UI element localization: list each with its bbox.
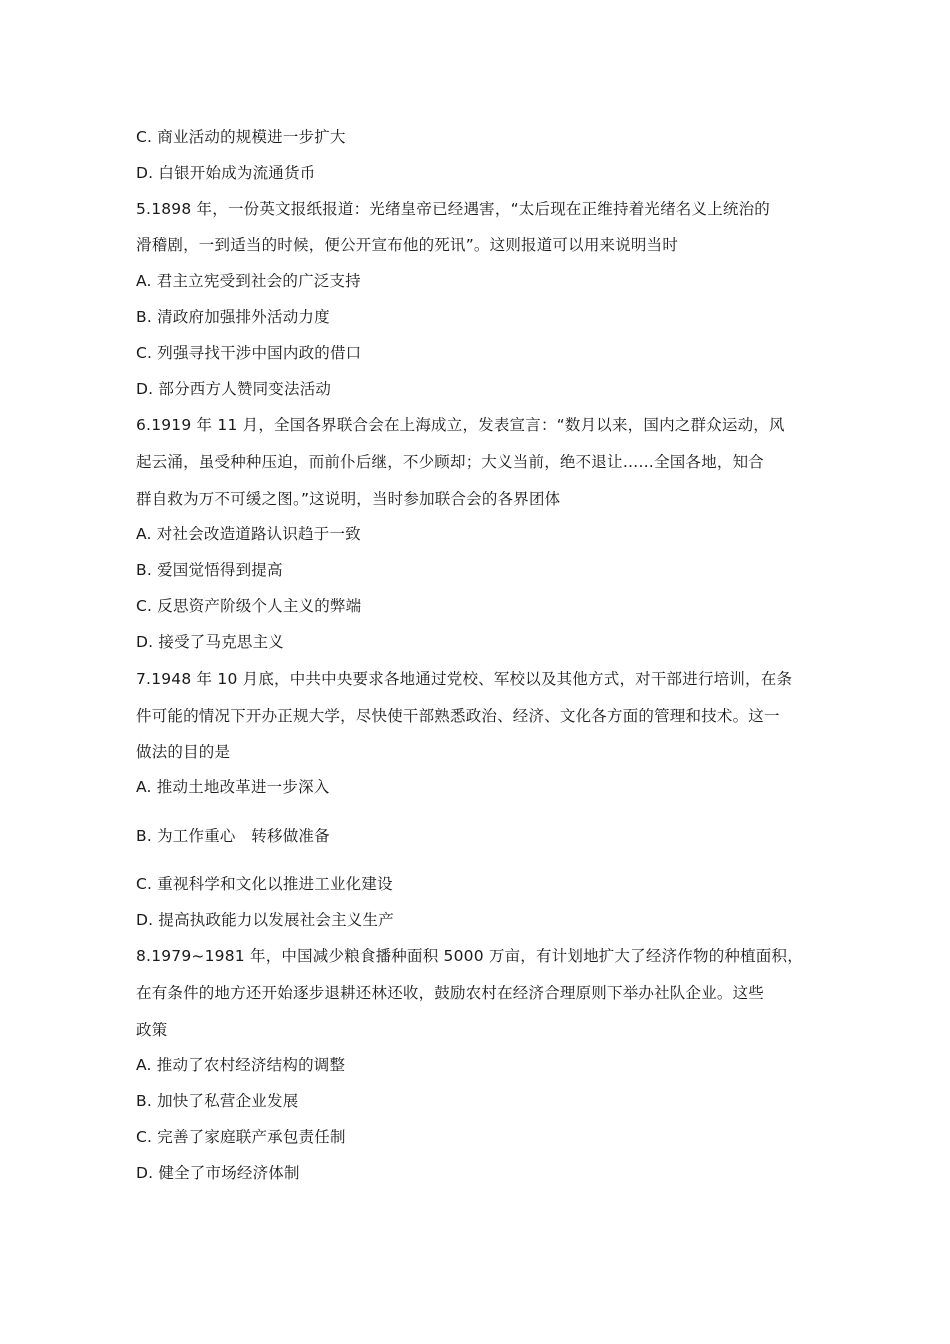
q8-stem-line-1: 8.1979~1981 年，中国减少粮食播种面积 5000 万亩，有计划地扩大了经济作物的种植面积， (136, 947, 803, 965)
q8-option-c: C. 完善了家庭联产承包责任制 (136, 1128, 346, 1146)
q7-stem-line-2: 件可能的情况下开办正规大学，尽快使干部熟悉政治、经济、文化各方面的管理和技术。这一 (136, 707, 780, 725)
q6-option-a: A. 对社会改造道路认识趋于一致 (136, 525, 361, 543)
q8-option-d: D. 健全了市场经济体制 (136, 1164, 300, 1182)
q5-stem-line-2: 滑稽剧，一到适当的时候，便公开宣布他的死讯”。这则报道可以用来说明当时 (136, 236, 679, 254)
q5-stem-line-1: 5.1898 年，一份英文报纸报道：光绪皇帝已经遇害，“太后现在正维持着光绪名义上统治的 (136, 200, 770, 218)
q8-option-b: B. 加快了私营企业发展 (136, 1092, 299, 1110)
q5-option-c: C. 列强寻找干涉中国内政的借口 (136, 344, 362, 362)
q8-stem-line-2: 在有条件的地方还开始逐步退耕还林还收，鼓励农村在经济合理原则下举办社队企业。这些 (136, 984, 765, 1002)
q7-option-d: D. 提高执政能力以发展社会主义生产 (136, 911, 394, 929)
q8-option-a: A. 推动了农村经济结构的调整 (136, 1056, 346, 1074)
q7-option-c: C. 重视科学和文化以推进工业化建设 (136, 875, 393, 893)
q7-stem-line-1: 7.1948 年 10 月底，中共中央要求各地通过党校、军校以及其他方式，对干部进行培训，在条 (136, 670, 793, 688)
q7-stem-line-3: 做法的目的是 (136, 743, 231, 761)
q5-option-a: A. 君主立宪受到社会的广泛支持 (136, 272, 361, 290)
q6-option-d: D. 接受了马克思主义 (136, 633, 284, 651)
q6-stem-line-2: 起云涌，虽受种种压迫，而前仆后继，不少顾却；大义当前，绝不退让……全国各地，知合 (136, 453, 765, 471)
q6-stem-line-3: 群自救为万不可缓之图。”这说明，当时参加联合会的各界团体 (136, 490, 561, 508)
q6-option-b: B. 爱国觉悟得到提高 (136, 561, 283, 579)
q5-option-d: D. 部分西方人赞同变法活动 (136, 380, 332, 398)
q7-option-a: A. 推动土地改革进一步深入 (136, 778, 330, 796)
q4-option-c: C. 商业活动的规模进一步扩大 (136, 128, 346, 146)
q6-option-c: C. 反思资产阶级个人主义的弊端 (136, 597, 362, 615)
q6-stem-line-1: 6.1919 年 11 月，全国各界联合会在上海成立，发表宣言：“数月以来，国内之群众运动，风 (136, 416, 785, 434)
q7-option-b: B. 为工作重心 转移做准备 (136, 827, 330, 845)
q8-stem-line-3: 政策 (136, 1021, 168, 1039)
q5-option-b: B. 清政府加强排外活动力度 (136, 308, 330, 326)
q4-option-d: D. 白银开始成为流通货币 (136, 164, 316, 182)
